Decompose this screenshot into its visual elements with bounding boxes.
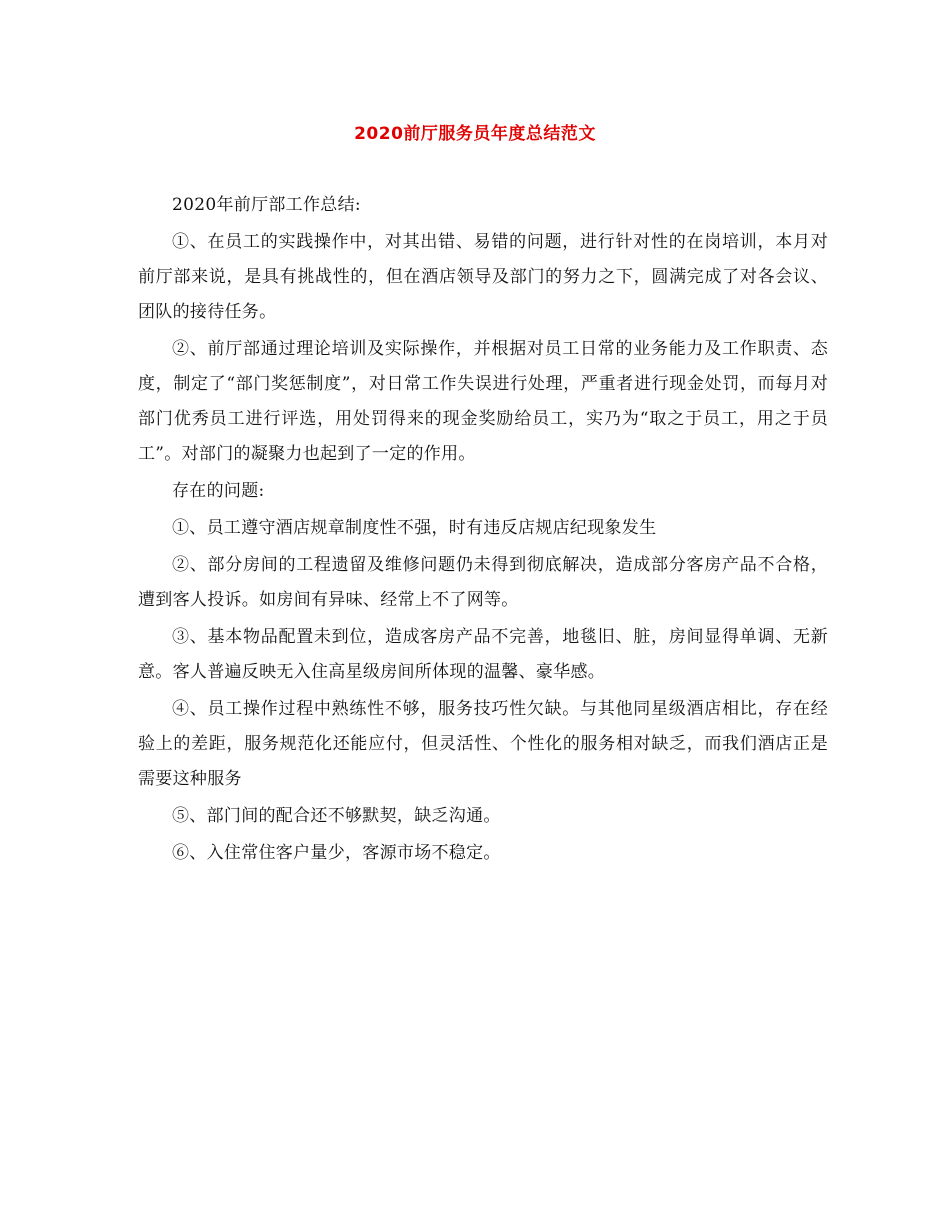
paragraph-problem-1: ①、员工遵守酒店规章制度性不强，时有违反店规店纪现象发生	[172, 518, 657, 538]
document-title: 2020前厅服务员年度总结范文	[354, 124, 596, 144]
paragraph-problem-2: ②、部分房间的工程遗留及维修问题仍未得到彻底解决，造成部分客房产品不合格，遭到客人投诉。如房间有异味、经常上不了网等。	[138, 555, 828, 610]
paragraph-problem-3: ③、基本物品配置未到位，造成客房产品不完善，地毯旧、脏，房间显得单调、无新意。客人普遍反映无入住高星级房间所体现的温馨、豪华感。	[138, 627, 828, 682]
paragraph-summary-heading: 2020年前厅部工作总结:	[172, 195, 361, 215]
document-body	[138, 188, 828, 873]
paragraph-problem-4: ④、员工操作过程中熟练性不够，服务技巧性欠缺。与其他同星级酒店相比，存在经验上的差距，服务规范化还能应付，但灵活性、个性化的服务相对缺乏，而我们酒店正是需要这种服务	[138, 699, 828, 789]
paragraph-item-2: ②、前厅部通过理论培训及实际操作，并根据对员工日常的业务能力及工作职责、态度，制定了“部门奖惩制度”，对日常工作失误进行处理，严重者进行现金处罚，而每月对部门优秀员工进行评选，用处罚得来的现金奖励给员工，实乃为“取之于员工，用之于员工”。对部门的凝聚力也起到了一定的作用。	[138, 339, 828, 464]
paragraph-problem-5: ⑤、部门间的配合还不够默契，缺乏沟通。	[172, 806, 501, 826]
paragraph-problems-heading: 存在的问题:	[172, 481, 265, 501]
paragraph-item-1: ①、在员工的实践操作中，对其出错、易错的问题，进行针对性的在岗培训，本月对前厅部来说，是具有挑战性的，但在酒店领导及部门的努力之下，圆满完成了对各会议、团队的接待任务。	[138, 232, 828, 322]
paragraph-problem-6: ⑥、入住常住客户量少，客源市场不稳定。	[172, 843, 501, 863]
